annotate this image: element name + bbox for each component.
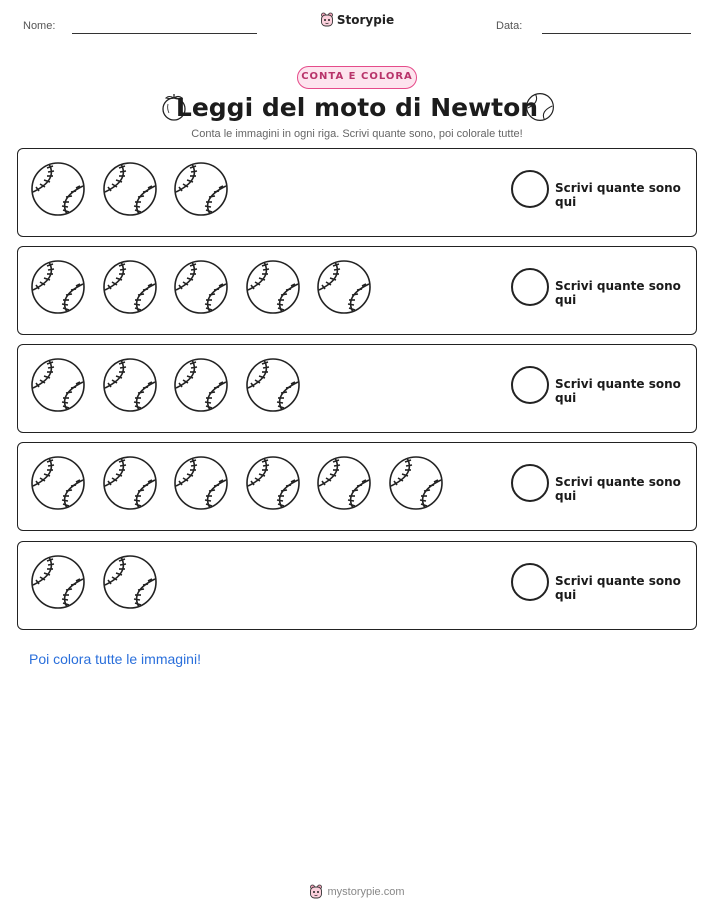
baseball-icon — [173, 357, 229, 413]
count-row — [17, 344, 697, 433]
baseball-icon — [30, 455, 86, 511]
brand-name: Storypie — [336, 13, 395, 27]
baseball-graphic — [527, 94, 554, 121]
answer-circle[interactable] — [511, 268, 549, 306]
storypie-mascot-icon — [320, 12, 334, 28]
answer-label: Scrivi quante sono qui — [555, 574, 681, 602]
footer-url: mystorypie.com — [327, 886, 405, 898]
baseball-icon — [30, 161, 86, 217]
baseball-icon — [173, 259, 229, 315]
count-row — [17, 442, 697, 531]
storypie-mascot-icon — [309, 884, 323, 900]
baseball-icon — [316, 259, 372, 315]
date-line[interactable] — [542, 33, 691, 34]
baseball-icon — [388, 455, 444, 511]
baseball-icon — [102, 161, 158, 217]
baseball-icon — [245, 259, 301, 315]
answer-circle[interactable] — [511, 366, 549, 404]
answer-label: Scrivi quante sono qui — [555, 181, 681, 209]
answer-label: Scrivi quante sono qui — [555, 475, 681, 503]
activity-badge: CONTA E COLORA — [297, 66, 417, 89]
baseball-icon — [102, 357, 158, 413]
answer-circle[interactable] — [511, 170, 549, 208]
answer-circle[interactable] — [511, 563, 549, 601]
baseball-icon — [30, 554, 86, 610]
baseball-icon — [173, 455, 229, 511]
baseball-icon — [30, 259, 86, 315]
answer-circle[interactable] — [511, 464, 549, 502]
baseball-icon — [30, 357, 86, 413]
coloring-instruction: Poi colora tutte le immagini! — [29, 651, 201, 667]
instructions: Conta le immagini in ogni riga. Scrivi quante sono, poi colorale tutte! — [191, 128, 523, 140]
baseball-icon — [173, 161, 229, 217]
baseball-icon — [245, 455, 301, 511]
footer-brand — [0, 884, 714, 903]
date-label: Data: — [496, 20, 523, 32]
baseball-icon — [102, 554, 158, 610]
brand-header — [0, 12, 714, 32]
name-label: Nome: — [23, 20, 56, 32]
count-row — [17, 541, 697, 630]
baseball-icon — [316, 455, 372, 511]
count-row — [17, 246, 697, 335]
page-title: Leggi del moto di Newton — [175, 93, 539, 122]
answer-label: Scrivi quante sono qui — [555, 279, 681, 307]
baseball-icon — [245, 357, 301, 413]
title-row — [0, 91, 714, 127]
baseball-icon — [525, 92, 555, 122]
count-row — [17, 148, 697, 237]
name-line[interactable] — [72, 33, 257, 34]
answer-label: Scrivi quante sono qui — [555, 377, 681, 405]
baseball-icon — [102, 455, 158, 511]
baseball-icon — [102, 259, 158, 315]
